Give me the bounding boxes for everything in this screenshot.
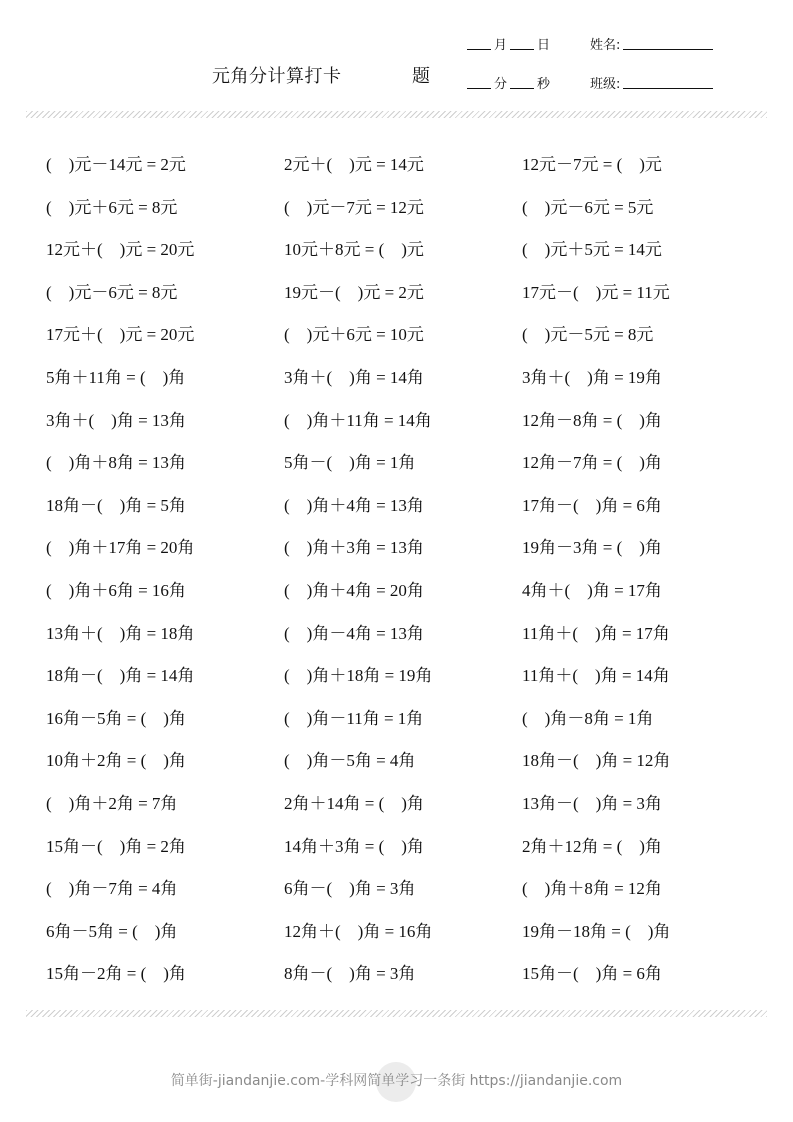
question-count-label: 题	[412, 66, 430, 87]
problem-item: 5角－( )角 = 1角	[284, 453, 416, 473]
problem-item: 18角－( )角 = 5角	[46, 495, 186, 515]
problem-item: 19角－3角 = ( )角	[522, 538, 662, 558]
class-field	[590, 73, 716, 92]
minute-blank[interactable]	[467, 87, 491, 89]
second-label: 秒	[537, 77, 551, 92]
problem-item: 2元＋( )元 = 14元	[284, 155, 424, 174]
problem-item: 18角－( )角 = 14角	[46, 666, 195, 686]
problem-item: 15角－( )角 = 2角	[46, 836, 186, 856]
problem-item: ( )元－14元 = 2元	[46, 155, 186, 174]
problem-item: ( )角＋17角 = 20角	[46, 538, 195, 558]
class-blank[interactable]	[623, 87, 713, 89]
problem-item: 11角＋( )角 = 17角	[522, 623, 670, 643]
problem-item: ( )角＋8角 = 12角	[522, 879, 662, 899]
problem-item: 12角＋( )角 = 16角	[284, 921, 433, 941]
problem-item: 19角－18角 = ( )角	[522, 921, 671, 941]
problem-item: ( )角＋4角 = 20角	[284, 581, 424, 600]
date-field	[464, 34, 550, 53]
problem-item: ( )元－7元 = 12元	[284, 197, 424, 217]
problem-item: 3角＋( )角 = 13角	[46, 410, 186, 430]
month-blank[interactable]	[467, 48, 491, 50]
problem-item: ( )角－8角 = 1角	[522, 708, 654, 728]
problem-item: ( )角－7角 = 4角	[46, 879, 178, 899]
time-field	[464, 73, 550, 92]
problem-item: 15角－2角 = ( )角	[46, 964, 186, 984]
problem-item: ( )角＋8角 = 13角	[46, 453, 186, 473]
problem-item: ( )元＋6元 = 10元	[284, 325, 424, 345]
problem-item: 16角－5角 = ( )角	[46, 708, 186, 728]
class-label: 班级:	[590, 77, 621, 92]
top-divider	[26, 111, 767, 118]
problem-item: 2角＋12角 = ( )角	[522, 836, 662, 856]
problem-item: ( )元＋5元 = 14元	[522, 240, 662, 260]
problem-item: 2角＋14角 = ( )角	[284, 794, 424, 813]
problem-item: 18角－( )角 = 12角	[522, 751, 671, 771]
name-field	[590, 34, 716, 53]
day-blank[interactable]	[510, 48, 534, 50]
problem-item: ( )角－5角 = 4角	[284, 751, 416, 771]
problem-item: ( )角＋11角 = 14角	[284, 410, 432, 430]
problem-item: ( )角－11角 = 1角	[284, 708, 424, 728]
problem-item: 10元＋8元 = ( )元	[284, 240, 424, 260]
problem-item: 12元－7元 = ( )元	[522, 155, 662, 174]
problem-item: 12角－7角 = ( )角	[522, 453, 662, 473]
problem-item: 12元＋( )元 = 20元	[46, 240, 195, 260]
problem-item: 17角－( )角 = 6角	[522, 495, 662, 515]
problem-item: ( )角＋6角 = 16角	[46, 581, 186, 600]
problem-item: ( )角＋18角 = 19角	[284, 666, 433, 686]
page-title: 元角分计算打卡	[212, 66, 342, 87]
problem-item: 17元＋( )元 = 20元	[46, 325, 195, 345]
problem-item: 13角－( )角 = 3角	[522, 794, 662, 813]
problem-item: ( )角＋3角 = 13角	[284, 538, 424, 558]
problem-item: 4角＋( )角 = 17角	[522, 581, 662, 600]
problem-item: ( )元－6元 = 8元	[46, 282, 178, 302]
problem-item: 11角＋( )角 = 14角	[522, 666, 670, 686]
problem-item: 6角－( )角 = 3角	[284, 879, 416, 899]
problem-item: 14角＋3角 = ( )角	[284, 836, 424, 856]
name-label: 姓名:	[590, 38, 621, 53]
problem-item: ( )元－6元 = 5元	[522, 197, 654, 217]
bottom-divider	[26, 1010, 767, 1017]
minute-label: 分	[494, 77, 508, 92]
day-label: 日	[537, 38, 551, 53]
problem-item: ( )角＋2角 = 7角	[46, 794, 178, 813]
problem-item: 3角＋( )角 = 14角	[284, 368, 424, 387]
problem-item: 15角－( )角 = 6角	[522, 964, 662, 984]
problem-item: 3角＋( )角 = 19角	[522, 368, 662, 387]
problem-item: ( )角＋4角 = 13角	[284, 495, 424, 515]
problem-item: 13角＋( )角 = 18角	[46, 623, 195, 643]
problem-item: 17元－( )元 = 11元	[522, 282, 670, 302]
second-blank[interactable]	[510, 87, 534, 89]
problem-item: ( )角－4角 = 13角	[284, 623, 424, 643]
problem-item: 6角－5角 = ( )角	[46, 921, 178, 941]
problem-item: 8角－( )角 = 3角	[284, 964, 416, 984]
problem-item: ( )元＋6元 = 8元	[46, 197, 178, 217]
problem-item: 10角＋2角 = ( )角	[46, 751, 186, 771]
problem-item: 5角＋11角 = ( )角	[46, 368, 186, 387]
problem-item: 12角－8角 = ( )角	[522, 410, 662, 430]
problem-item: ( )元－5元 = 8元	[522, 325, 654, 345]
problem-item: 19元－( )元 = 2元	[284, 282, 424, 302]
name-blank[interactable]	[623, 48, 713, 50]
footer-text: 简单街-jiandanjie.com-学科网简单学习一条街 https://jiandanjie.com	[170, 1073, 623, 1089]
month-label: 月	[494, 38, 508, 53]
